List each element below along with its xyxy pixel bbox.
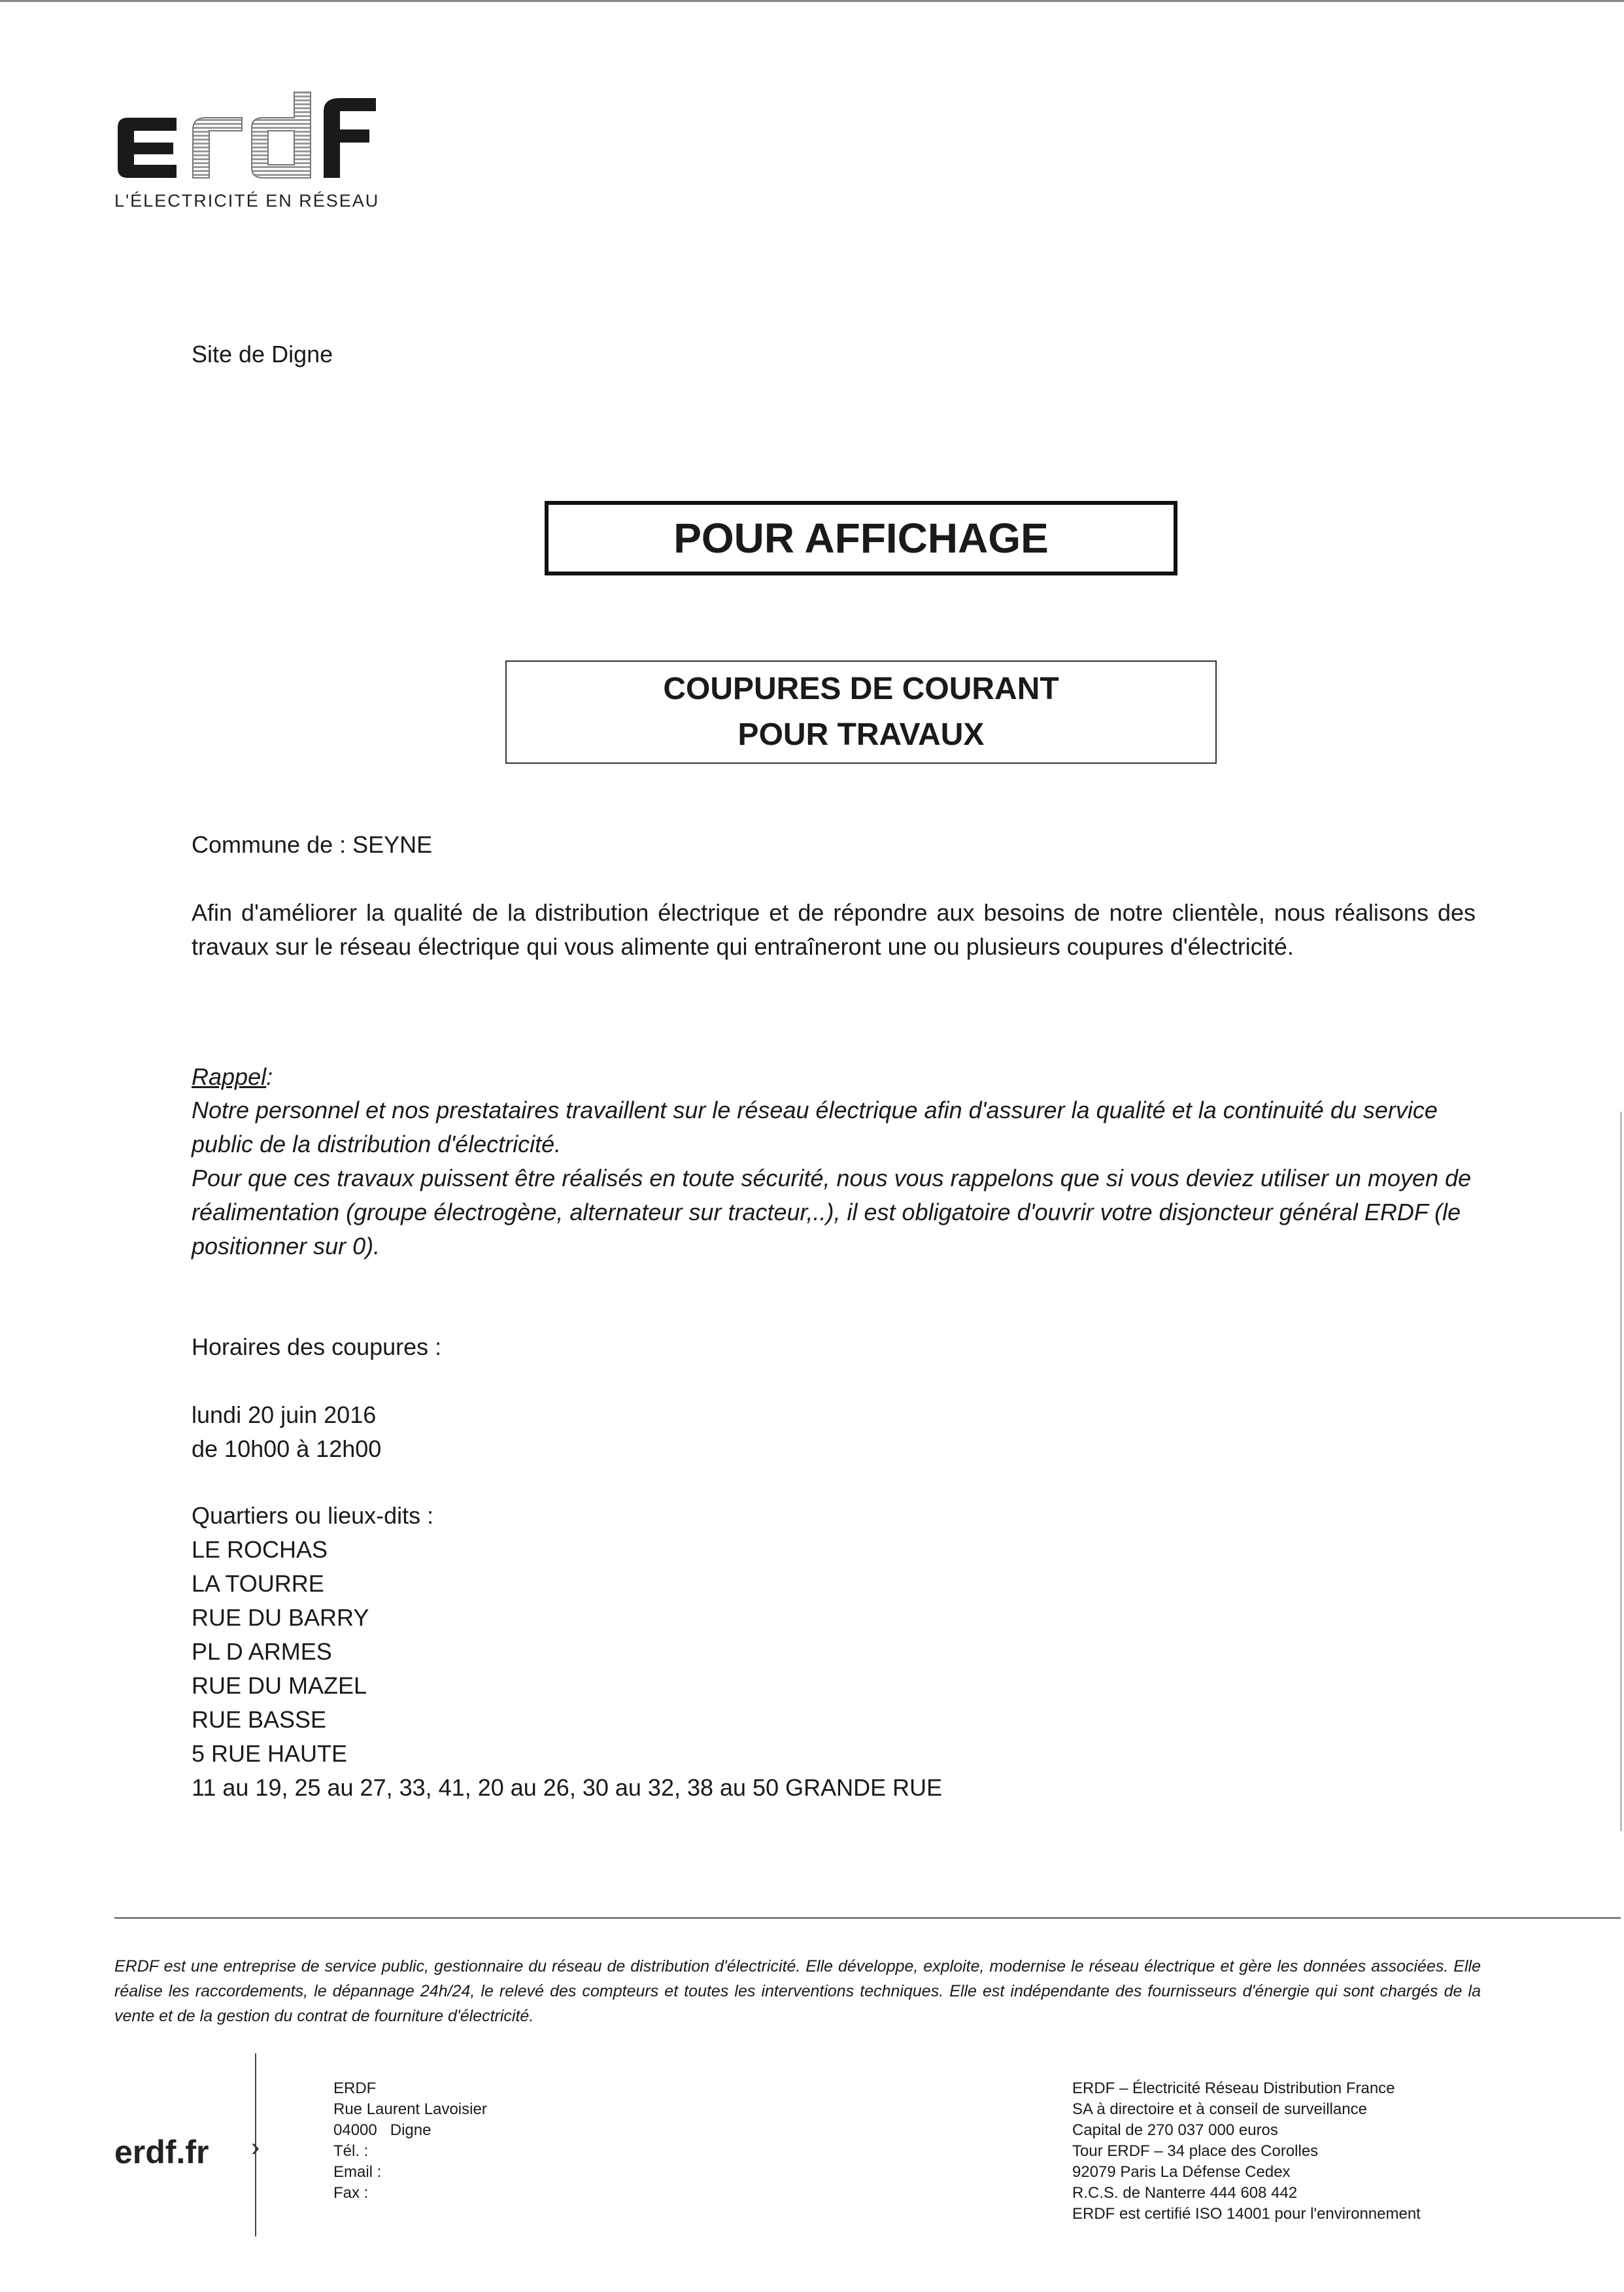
subject-line-2: POUR TRAVAUX (737, 717, 985, 752)
rappel-paragraph-2: Pour que ces travaux puissent être réalisés en toute sécurité, nous vous rappelons que si vous deviez utiliser un moyen de réalimentation (groupe électrogène, alternateur sur tracteur,..), il est obligatoire d'ouvrir votre disjoncteur général ERDF (le positionner sur 0). (192, 1165, 1472, 1259)
intro-paragraph: Afin d'améliorer la qualité de la distribution électrique et de répondre aux besoins de notre clientèle, nous réalisons des travaux sur le réseau électrique qui vous alimente qui entraîneront une ou plusieurs coupures d'électricité. (192, 899, 1476, 960)
rappel-paragraph-1: Notre personnel et nos prestataires travaillent sur le réseau électrique afin d'assurer la qualité et la continuité du service public de la distribution d'électricité. (192, 1097, 1438, 1157)
legal-line: R.C.S. de Nanterre 444 608 442 (1072, 2184, 1298, 2202)
quartiers-list (192, 1533, 942, 1805)
display-title-box (545, 501, 1177, 575)
list-item: 11 au 19, 25 au 27, 33, 41, 20 au 26, 30 au 32, 38 au 50 GRANDE RUE (192, 1774, 943, 1801)
logo-tagline: L'ÉLECTRICITÉ EN RÉSEAU (114, 191, 380, 211)
footer-legal (1072, 2078, 1421, 2225)
scan-side-edge (1620, 1112, 1622, 1831)
footer-divider (114, 1917, 1621, 1919)
footer-site-url: erdf.fr (114, 2134, 209, 2170)
list-item: LE ROCHAS (192, 1536, 328, 1563)
rappel-heading (192, 1060, 273, 1094)
address-line: Tél. : (333, 2142, 369, 2160)
site-name: Site de Digne (192, 341, 333, 368)
legal-line: SA à directoire et à conseil de surveillance (1072, 2100, 1367, 2118)
address-line: Rue Laurent Lavoisier (333, 2100, 487, 2118)
chevron-right-icon: › (251, 2133, 260, 2162)
legal-line: Capital de 270 037 000 euros (1072, 2121, 1278, 2139)
display-title: POUR AFFICHAGE (673, 515, 1049, 562)
rappel-text (192, 1093, 1476, 1263)
horaires-date: lundi 20 juin 2016 (192, 1401, 377, 1428)
rappel-colon: : (266, 1063, 273, 1090)
horaires (192, 1398, 381, 1466)
list-item: 5 RUE HAUTE (192, 1740, 348, 1767)
erdf-logo (114, 92, 389, 183)
list-item: PL D ARMES (192, 1638, 332, 1665)
address-line: 04000 Digne (333, 2121, 431, 2139)
list-item: RUE BASSE (192, 1706, 327, 1733)
scan-top-edge (0, 0, 1624, 2)
quartiers-label: Quartiers ou lieux-dits : (192, 1502, 434, 1529)
legal-line: Tour ERDF – 34 place des Corolles (1072, 2142, 1319, 2160)
commune: Commune de : SEYNE (192, 831, 433, 858)
footer-disclaimer: ERDF est une entreprise de service public, gestionnaire du réseau de distribution d'électricité. Elle développe, exploite, modernise le réseau électrique et gère les données associées. Elle réalise les raccordements, le dépannage 24h/24, le relevé des compteurs et toutes les interventions techniques. Elle est indépendante des fournisseurs d'énergie qui sont chargés de la vente et de la gestion du contrat de fourniture d'électricité. (114, 1957, 1481, 2025)
horaires-time: de 10h00 à 12h00 (192, 1435, 382, 1462)
list-item: LA TOURRE (192, 1570, 324, 1597)
subject-line-1: COUPURES DE COURANT (663, 672, 1059, 706)
address-line: Fax : (333, 2184, 369, 2202)
legal-line: ERDF – Électricité Réseau Distribution France (1072, 2079, 1395, 2097)
rappel-label: Rappel (192, 1063, 267, 1090)
address-line: ERDF (333, 2079, 377, 2097)
list-item: RUE DU MAZEL (192, 1672, 367, 1699)
legal-line: 92079 Paris La Défense Cedex (1072, 2163, 1291, 2181)
list-item: RUE DU BARRY (192, 1604, 369, 1631)
address-line: Email : (333, 2163, 382, 2181)
subject-box (505, 660, 1217, 764)
footer-address (333, 2078, 487, 2204)
legal-line: ERDF est certifié ISO 14001 pour l'environnement (1072, 2205, 1421, 2223)
horaires-label: Horaires des coupures : (192, 1333, 442, 1360)
